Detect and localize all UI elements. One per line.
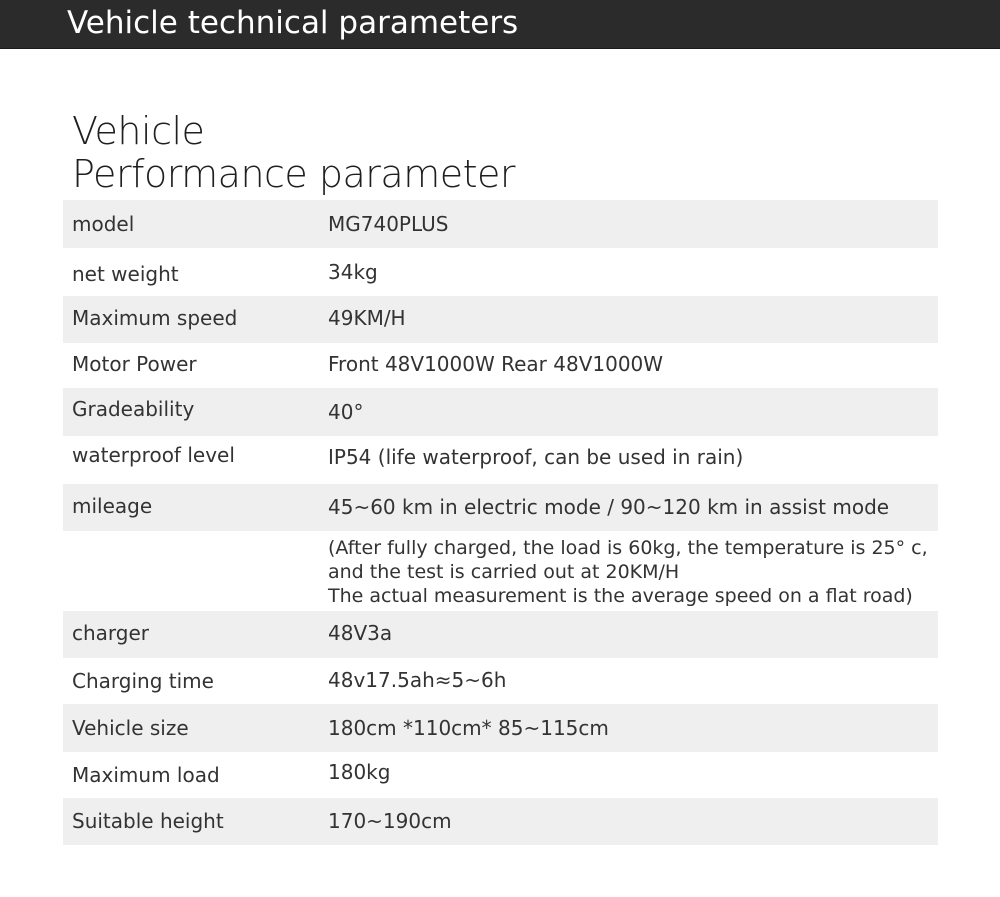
table-row-motor-power <box>63 343 938 388</box>
row-value: 49KM/H <box>328 306 406 330</box>
row-value: 45~60 km in electric mode / 90~120 km in assist mode <box>328 495 890 519</box>
table-row-mileage-note <box>63 531 938 611</box>
table-row-mileage <box>63 484 938 531</box>
row-label: Motor Power <box>72 352 197 376</box>
table-row-model <box>63 200 938 248</box>
note-line-3: The actual measurement is the average speed on a flat road) <box>328 585 913 607</box>
row-label: Vehicle size <box>72 716 189 740</box>
row-value: 40° <box>328 400 364 424</box>
mileage-note <box>328 536 928 608</box>
section-title-line1: Vehicle <box>72 109 205 153</box>
note-line-2: and the test is carried out at 20KM/H <box>328 561 680 583</box>
section-title <box>72 110 515 196</box>
row-value: 48V3a <box>328 621 393 645</box>
row-label: Gradeability <box>72 397 195 421</box>
parameter-table <box>63 200 938 845</box>
table-row-vehicle-size <box>63 704 938 752</box>
row-value: 170~190cm <box>328 809 452 833</box>
note-line-1: (After fully charged, the load is 60kg, the temperature is 25° c, <box>328 537 928 559</box>
row-label: Charging time <box>72 669 214 693</box>
row-label: net weight <box>72 262 179 286</box>
row-value: Front 48V1000W Rear 48V1000W <box>328 352 664 376</box>
row-label: charger <box>72 621 150 645</box>
row-value: 180cm *110cm* 85~115cm <box>328 716 609 740</box>
header-banner <box>0 0 1000 49</box>
table-row-net-weight-content <box>63 248 938 296</box>
row-value: 180kg <box>328 760 391 784</box>
row-label: waterproof level <box>72 443 235 467</box>
row-label: Maximum load <box>72 763 220 787</box>
row-label: mileage <box>72 494 153 518</box>
table-row-maximum-speed <box>63 296 938 343</box>
row-value: 48v17.5ah≈5~6h <box>328 668 507 692</box>
row-label: Suitable height <box>72 809 224 833</box>
table-row-maximum-load <box>63 752 938 798</box>
table-row-waterproof-level <box>63 436 938 484</box>
table-row-suitable-height <box>63 798 938 845</box>
section-title-line2: Performance parameter <box>72 152 515 196</box>
row-label: Maximum speed <box>72 306 238 330</box>
row-value: IP54 (life waterproof, can be used in rain) <box>328 445 744 469</box>
table-row-gradeability <box>63 388 938 436</box>
row-value: MG740PLUS <box>328 212 449 236</box>
banner-title: Vehicle technical parameters <box>67 5 519 41</box>
table-row-charging-time <box>63 658 938 704</box>
row-value: 34kg <box>328 260 378 284</box>
table-row-charger <box>63 611 938 658</box>
row-label: model <box>72 212 135 236</box>
